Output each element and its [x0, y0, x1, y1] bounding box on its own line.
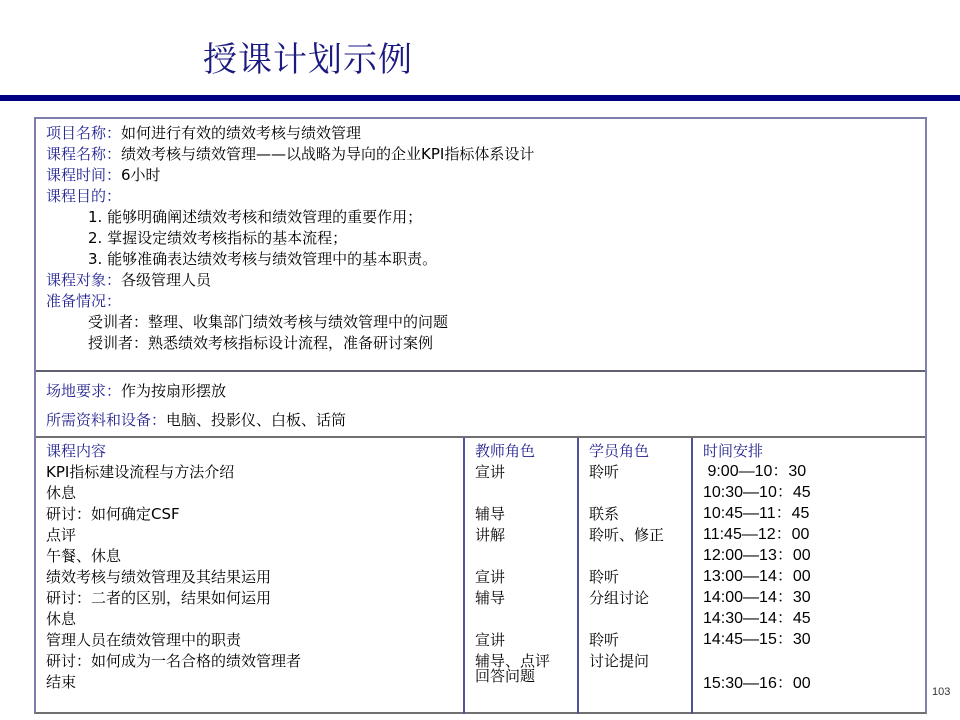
content-item: 绩效考核与绩效管理及其结果运用: [46, 568, 272, 586]
teacher-role-column: [465, 438, 579, 714]
time-header: 时间安排: [703, 442, 764, 460]
content-item: 休息: [46, 610, 77, 628]
content-item: 研讨：二者的区别，结果如何运用: [46, 589, 272, 607]
course-info-section: [36, 119, 925, 372]
teacher-role-item: 辅导、点评: [475, 652, 551, 670]
course-audience-label: 课程对象：: [46, 271, 122, 289]
student-role-item: 分组讨论: [589, 589, 650, 607]
teacher-role-header: 教师角色: [475, 442, 536, 460]
equipment-label: 所需资料和设备：: [46, 411, 167, 429]
content-item: 研讨：如何确定CSF: [46, 505, 180, 523]
time-slot: 10:30—10：45: [703, 484, 811, 501]
objective-item: 2. 掌握设定绩效考核指标的基本流程；: [88, 229, 348, 247]
venue-section: [36, 372, 925, 438]
teacher-role-item: 宣讲: [475, 631, 506, 649]
objective-item: 3. 能够准确表达绩效考核与绩效管理中的基本职责。: [88, 250, 438, 268]
student-role-item: 讨论提问: [589, 652, 650, 670]
course-audience-row: [46, 270, 211, 290]
course-objective-label: 课程目的：: [46, 187, 122, 205]
course-objective-row: [46, 186, 121, 206]
site-requirement-value: 作为按扇形摆放: [121, 382, 227, 400]
content-header: 课程内容: [46, 442, 107, 460]
course-name-label: 课程名称：: [46, 145, 122, 163]
time-slot: 14:00—14：30: [703, 589, 811, 606]
content-item: 休息: [46, 484, 77, 502]
title-divider: [0, 95, 960, 101]
project-name-value: 如何进行有效的绩效考核与绩效管理: [121, 124, 362, 142]
project-name-label: 项目名称：: [46, 124, 122, 142]
project-name-row: [46, 123, 361, 143]
equipment-value: 电脑、投影仪、白板、话筒: [166, 411, 347, 429]
student-role-item: 聆听: [589, 631, 620, 649]
course-duration-value: 6小时: [121, 166, 161, 184]
page-number: 103: [932, 686, 951, 698]
course-duration-label: 课程时间：: [46, 166, 122, 184]
time-slot: 14:30—14：45: [703, 610, 811, 627]
content-item: 研讨：如何成为一名合格的绩效管理者: [46, 652, 302, 670]
site-requirement-label: 场地要求：: [46, 382, 122, 400]
content-column: [36, 438, 465, 714]
time-slot: 15:30—16：00: [703, 675, 811, 692]
student-role-header: 学员角色: [589, 442, 650, 460]
schedule-section: [36, 438, 925, 714]
content-item: 午餐、休息: [46, 547, 122, 565]
content-item: 结束: [46, 673, 77, 691]
teacher-role-item: 回答问题: [475, 667, 536, 685]
course-plan-table: [34, 117, 927, 714]
teacher-role-item: 宣讲: [475, 463, 506, 481]
content-item: 管理人员在绩效管理中的职责: [46, 631, 242, 649]
student-role-item: 聆听、修正: [589, 526, 665, 544]
content-item: 点评: [46, 526, 77, 544]
time-slot: 12:00—13：00: [703, 547, 811, 564]
course-name-row: [46, 144, 534, 164]
time-slot: 14:45—15：30: [703, 631, 811, 648]
site-requirement-row: [46, 381, 226, 401]
preparation-item: 受训者：整理、收集部门绩效考核与绩效管理中的问题: [88, 313, 449, 331]
content-item: KPI指标建设流程与方法介绍: [46, 463, 235, 481]
time-slot: 9:00—10：30: [703, 463, 807, 480]
course-duration-row: [46, 165, 161, 185]
time-slot: 10:45—11：45: [703, 505, 810, 522]
slide-title: 授课计划示例: [203, 40, 413, 80]
student-role-item: 聆听: [589, 463, 620, 481]
teacher-role-item: 辅导: [475, 589, 506, 607]
student-role-item: 聆听: [589, 568, 620, 586]
teacher-role-item: 讲解: [475, 526, 506, 544]
equipment-row: [46, 410, 346, 430]
student-role-column: [579, 438, 693, 714]
preparation-item: 授训者：熟悉绩效考核指标设计流程，准备研讨案例: [88, 334, 434, 352]
student-role-item: 联系: [589, 505, 620, 523]
course-audience-value: 各级管理人员: [121, 271, 212, 289]
time-slot: 13:00—14：00: [703, 568, 811, 585]
time-column: [693, 438, 925, 714]
time-slot: 11:45—12：00: [703, 526, 810, 543]
objective-item: 1. 能够明确阐述绩效考核和绩效管理的重要作用；: [88, 208, 423, 226]
course-name-value: 绩效考核与绩效管理——以战略为导向的企业KPI指标体系设计: [121, 145, 535, 163]
preparation-label: 准备情况：: [46, 292, 122, 310]
teacher-role-item: 辅导: [475, 505, 506, 523]
preparation-row: [46, 291, 121, 311]
teacher-role-item: 宣讲: [475, 568, 506, 586]
